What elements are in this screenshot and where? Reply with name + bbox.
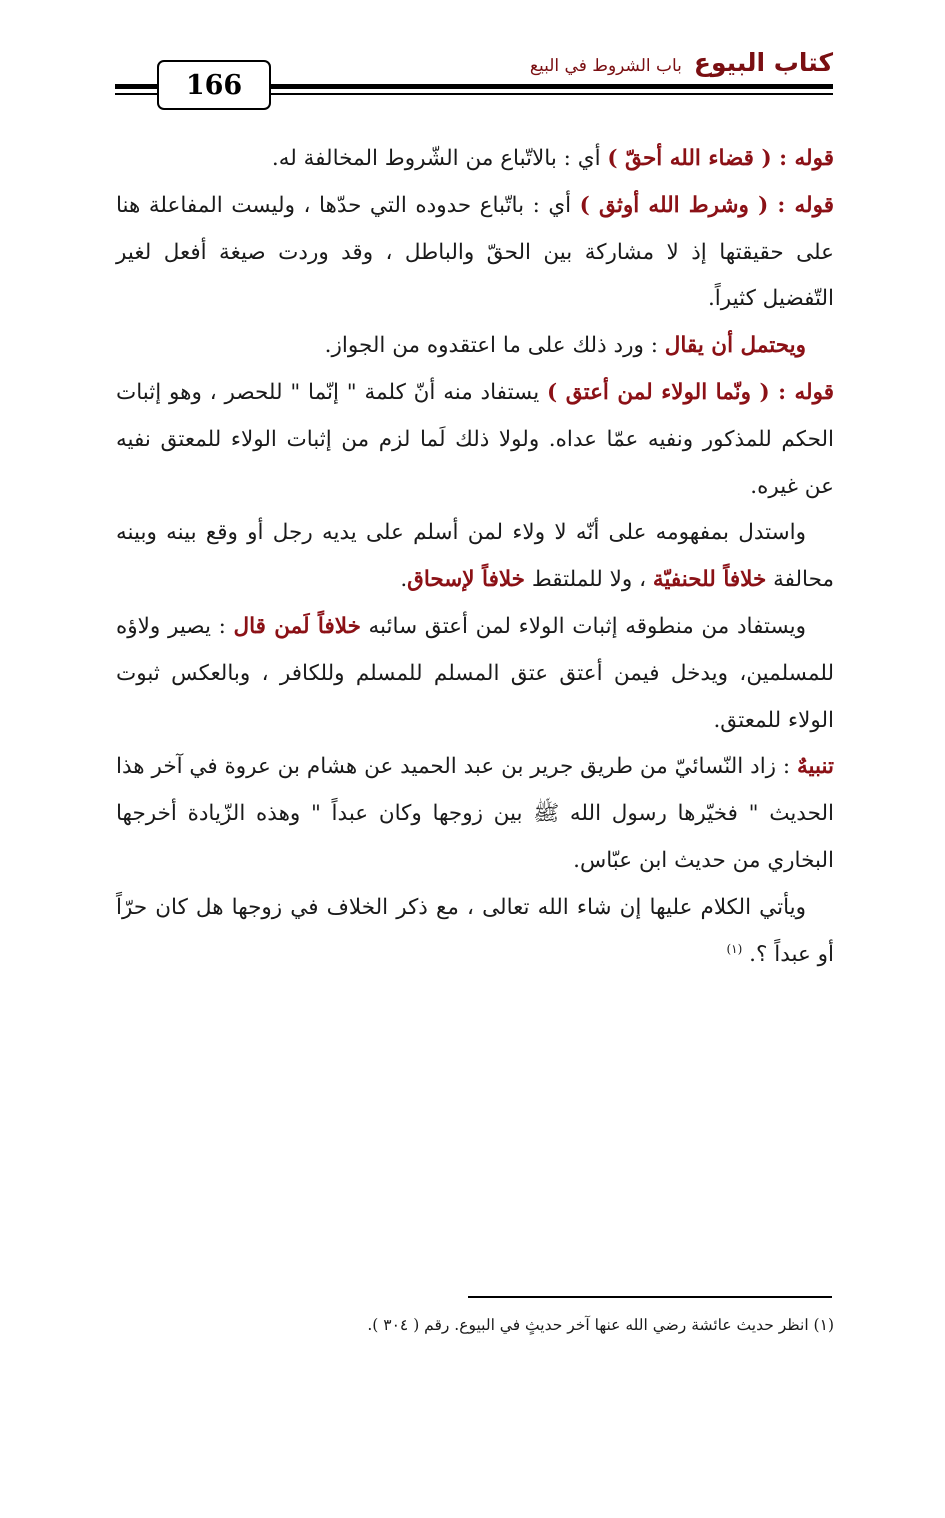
commentary-text: أي : بالاتّباع من الشّروط المخالفة له. [271, 146, 608, 171]
footnote-1: (١) انظر حديث عائشة رضي الله عنها آخر حديثٍ في البيوع. رقم ( ٣٠٤ ). [367, 1316, 834, 1334]
quoted-phrase: قوله : ( وشرط الله أوثق ) [579, 192, 834, 218]
paragraph-7 [116, 744, 834, 884]
page-header [115, 48, 833, 110]
commentary-text: واستدل بمفهومه على أنّه لا ولاء لمن أسلم على يديه رجل أو وقع بينه وبينه محالفة [116, 520, 834, 593]
paragraph-8 [116, 885, 834, 979]
paragraph-6 [116, 604, 834, 744]
quoted-phrase: قوله : ( قضاء الله أحقّ ) [607, 146, 834, 171]
paragraph-1 [116, 136, 834, 183]
chapter-title: باب الشروط في البيع [529, 56, 682, 76]
commentary-text: ويأتي الكلام عليها إن شاء الله تعالى ، مع ذكر الخلاف في زوجها هل كان حرّاً أو عبداً ؟. [116, 894, 834, 967]
page-number: 166 [157, 60, 271, 110]
paragraph-2 [116, 183, 834, 323]
running-title [530, 48, 833, 82]
paragraph-4 [116, 370, 834, 510]
footnote-marker: (١) [726, 941, 743, 956]
commentary-text: . [400, 567, 408, 593]
paragraph-3 [116, 323, 834, 370]
body-text [116, 136, 834, 978]
note-label: تنبيهٌ [797, 754, 834, 780]
highlighted-phrase: خلافاً لإسحاق [407, 567, 525, 593]
commentary-text: : زاد النّسائيّ من طريق جرير بن عبد الحميد عن هشام بن عروة في آخر هذا الحديث " فخيّرها رسول الله ﷺ بين زوجها وكان عبداً " وهذه الزّيادة أخرجها البخاري من حديث ابن عبّاس. [116, 754, 834, 873]
quoted-phrase: قوله : ( ونّما الولاء لمن أعتق ) [547, 379, 834, 405]
highlighted-phrase: خلافاً للحنفيّة [652, 567, 767, 593]
footnotes [116, 1310, 834, 1340]
footnote-separator [468, 1296, 832, 1298]
commentary-text: يستفاد منه أنّ كلمة " إنّما " للحصر ، وهو إثبات الحكم للمذكور ونفيه عمّا عداه. ولولا ذلك لَما لزم من إثبات الولاء للمعتق نفيه عن غيره. [116, 379, 834, 499]
commentary-text: أي : باتّباع حدوده التي حدّها ، وليست المفاعلة هنا على حقيقتها إذ لا مشاركة بين الحقّ والباطل ، وقد وردت صيغة أفعل لغير التّفضيل كثيراً. [116, 192, 834, 312]
highlighted-phrase: ويحتمل أن يقال [664, 333, 806, 359]
paragraph-5 [116, 510, 834, 604]
commentary-text: ، ولا للملتقط [524, 567, 653, 593]
book-title: كتاب البيوع [693, 48, 833, 77]
commentary-text: ويستفاد من منطوقه إثبات الولاء لمن أعتق سائبه [360, 613, 806, 639]
highlighted-phrase: خلافاً لَمن قال [233, 613, 361, 639]
commentary-text: : يصير ولاؤه للمسلمين، ويدخل فيمن أعتق عتق المسلم للمسلم وللكافر ، وبالعكس ثبوت الولاء للمعتق. [116, 613, 834, 733]
commentary-text: : ورد ذلك على ما اعتقدوه من الجواز. [324, 333, 665, 359]
